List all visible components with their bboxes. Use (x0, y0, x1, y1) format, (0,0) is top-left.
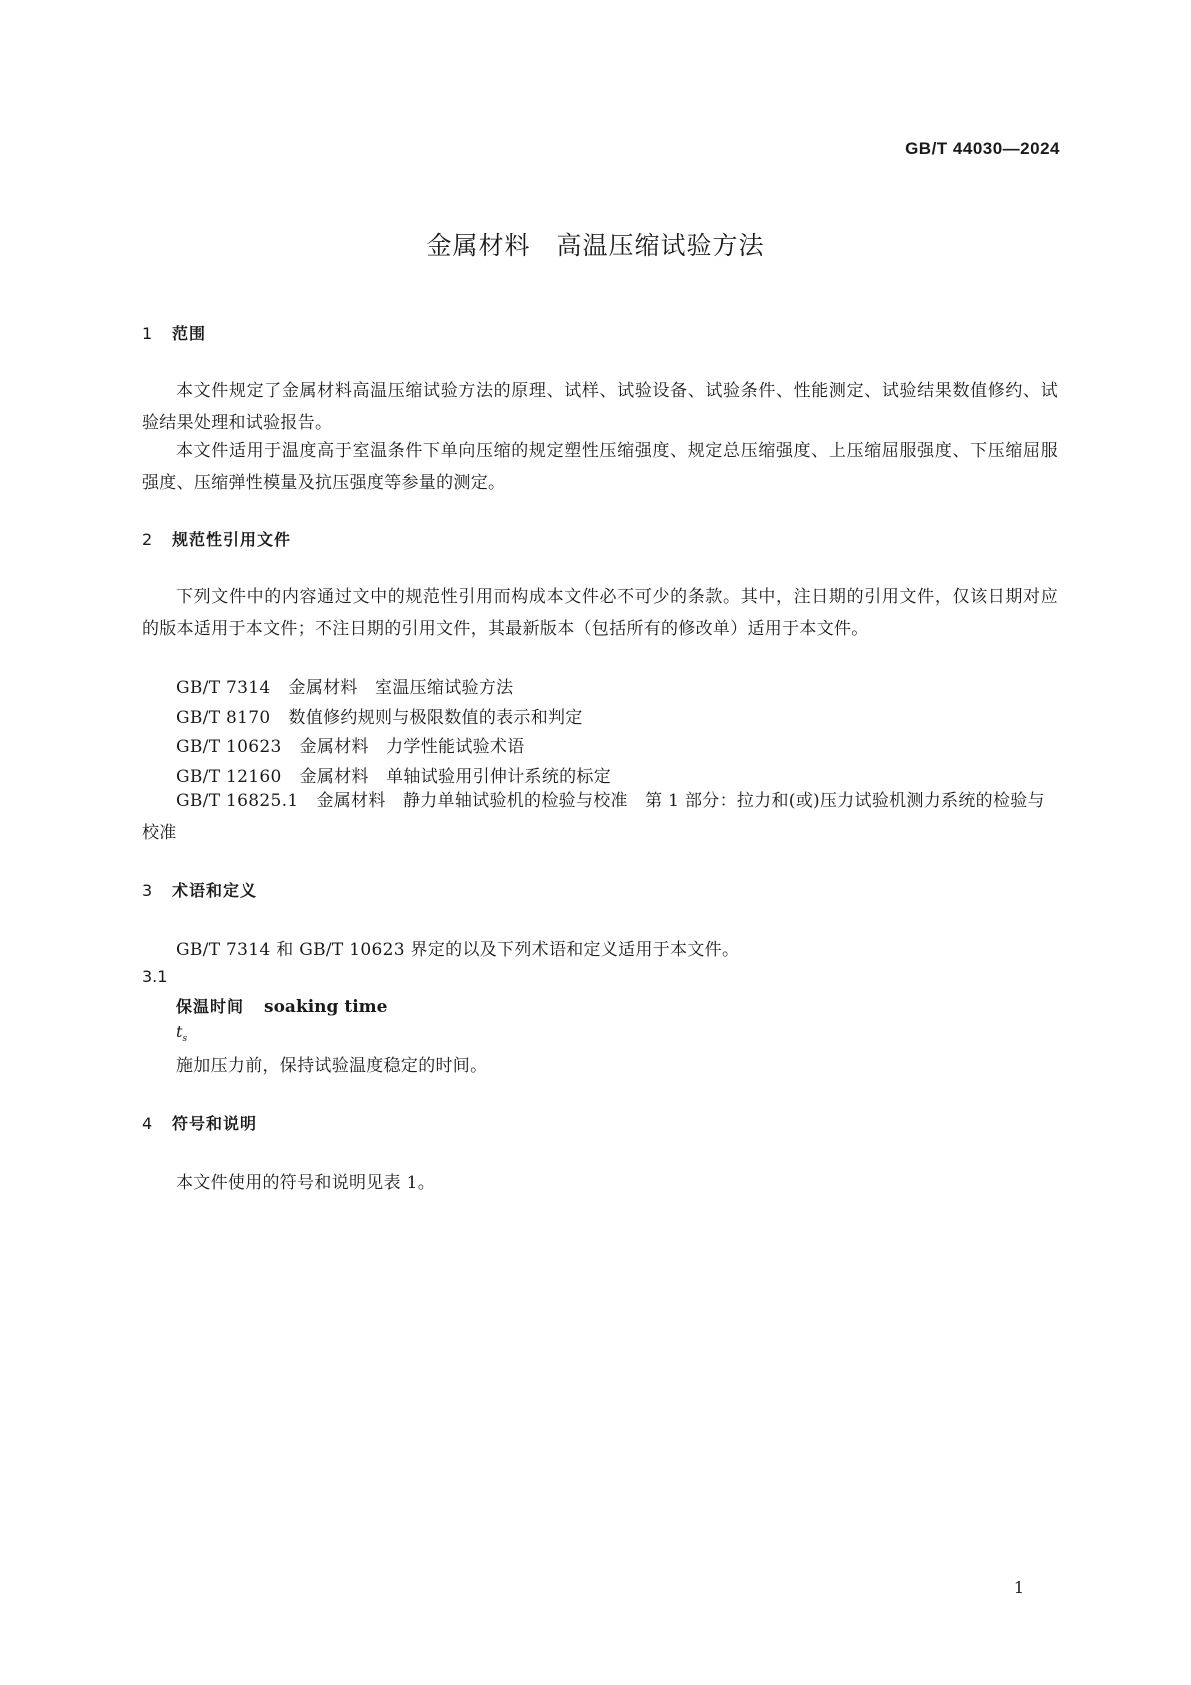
section-title: 规范性引用文件 (172, 530, 292, 549)
reference-code: GB/T 12160 (176, 767, 282, 787)
section-number: 1 (142, 324, 154, 343)
section-title: 范围 (172, 324, 207, 343)
reference-item (176, 762, 611, 787)
standard-number: GB/T 44030—2024 (905, 139, 1060, 158)
section-title: 符号和说明 (172, 1114, 258, 1133)
reference-title: 金属材料 力学性能试验术语 (299, 737, 525, 757)
term-symbol (176, 1022, 187, 1044)
reference-title: 金属材料 静力单轴试验机的检验与校准 第 1 部分：拉力和(或)压力试验机测力系统的检验与校准 (142, 791, 1045, 843)
section-1-heading (142, 321, 206, 344)
symbol-letter: t (176, 1022, 183, 1041)
symbol-subscript: s (182, 1034, 188, 1045)
term-definition: 施加压力前，保持试验温度稳定的时间。 (176, 1056, 488, 1076)
term-name-en: soaking time (264, 997, 388, 1017)
reference-item (176, 732, 525, 757)
reference-item (142, 785, 1058, 849)
scope-paragraph-1: 本文件规定了金属材料高温压缩试验方法的原理、试样、试验设备、试验条件、性能测定、试验结果数值修约、试验结果处理和试验报告。 (142, 381, 1058, 433)
reference-item (176, 703, 583, 728)
scope-paragraph-2: 本文件适用于温度高于室温条件下单向压缩的规定塑性压缩强度、规定总压缩强度、上压缩屈服强度、下压缩屈服强度、压缩弹性模量及抗压强度等参量的测定。 (142, 441, 1058, 493)
symbols-text: 本文件使用的符号和说明见表 1。 (176, 1173, 436, 1193)
reference-code: GB/T 8170 (176, 708, 271, 728)
reference-item (176, 673, 513, 698)
terms-intro: GB/T 7314 和 GB/T 10623 界定的以及下列术语和定义适用于本文件。 (176, 940, 740, 960)
reference-code: GB/T 16825.1 (176, 791, 299, 811)
section-title: 术语和定义 (172, 881, 258, 900)
page-number: 1 (1013, 1578, 1024, 1597)
section-2-heading (142, 527, 291, 550)
reference-title: 金属材料 室温压缩试验方法 (288, 678, 514, 698)
reference-title: 数值修约规则与极限数值的表示和判定 (288, 708, 583, 728)
reference-code: GB/T 7314 (176, 678, 271, 698)
document-title: 金属材料 高温压缩试验方法 (426, 231, 765, 260)
reference-code: GB/T 10623 (176, 737, 282, 757)
term-name (176, 994, 387, 1017)
section-number: 4 (142, 1114, 154, 1133)
term-name-zh: 保温时间 (176, 997, 245, 1016)
section-number: 3 (142, 881, 154, 900)
section-4-heading (142, 1111, 257, 1134)
section-3-heading (142, 878, 257, 901)
references-intro: 下列文件中的内容通过文中的规范性引用而构成本文件必不可少的条款。其中，注日期的引用文件，仅该日期对应的版本适用于本文件；不注日期的引用文件，其最新版本（包括所有的修改单）适用于本文件。 (142, 587, 1058, 639)
section-number: 2 (142, 530, 154, 549)
reference-title: 金属材料 单轴试验用引伸计系统的标定 (299, 767, 612, 787)
term-number: 3.1 (142, 967, 168, 986)
